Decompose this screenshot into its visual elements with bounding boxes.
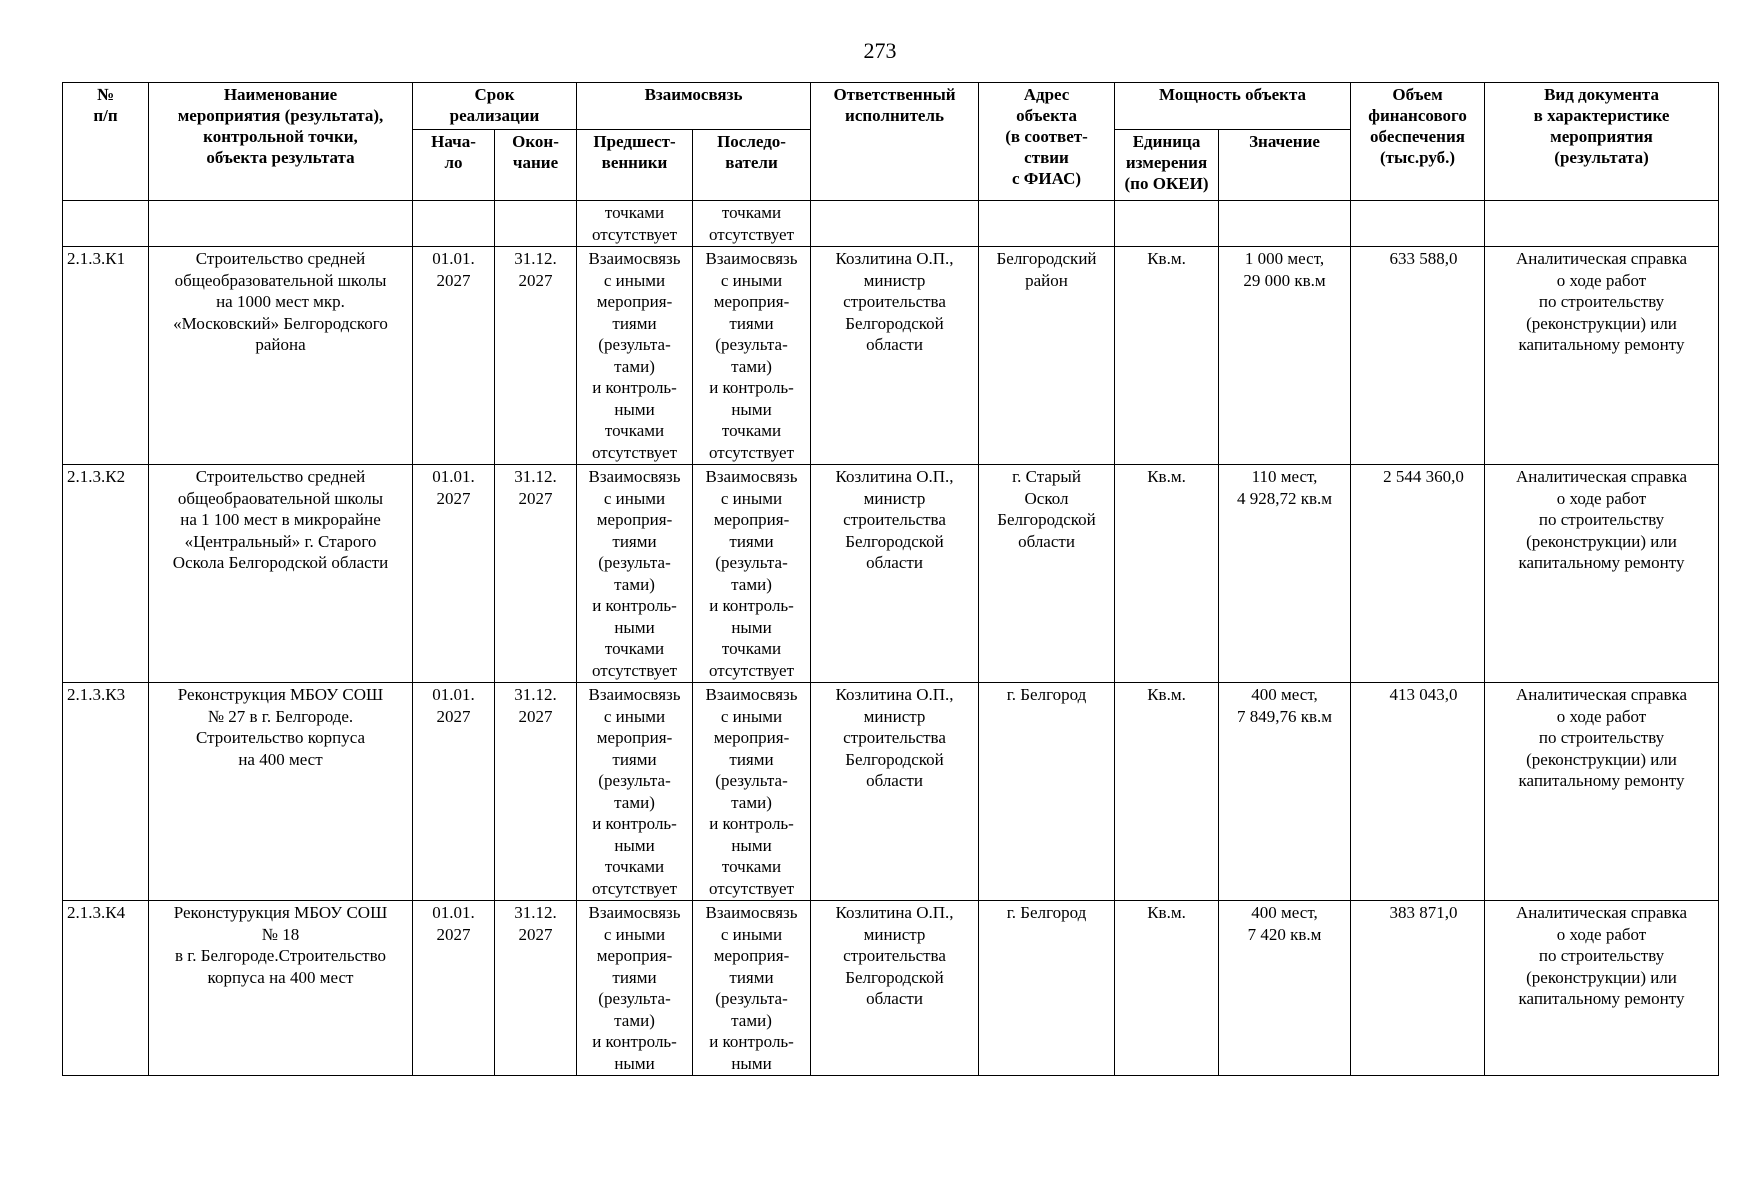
cell-succ: Взаимосвязь с иными мероприя- тиями (результа- тами) и контроль- ными точками отсутствует — [693, 683, 811, 901]
cell-name: Реконструкция МБОУ СОШ № 27 в г. Белгороде. Строительство корпуса на 400 мест — [149, 683, 413, 901]
header-relation: Взаимосвязь — [577, 83, 811, 130]
cell-unit: Кв.м. — [1115, 901, 1219, 1076]
cell-empty — [1219, 201, 1351, 247]
cell-pred: Взаимосвязь с иными мероприя- тиями (результа- тами) и контроль- ными точками отсутствует — [577, 683, 693, 901]
cell-succ: точками отсутствует — [693, 201, 811, 247]
header-capacity-value: Значение — [1219, 130, 1351, 201]
cell-end: 31.12. 2027 — [495, 247, 577, 465]
cell-succ: Взаимосвязь с иными мероприя- тиями (результа- тами) и контроль- ными точками отсутствует — [693, 465, 811, 683]
cell-address: г. Белгород — [979, 901, 1115, 1076]
cell-doc: Аналитическая справка о ходе работ по строительству (реконструкции) или капитальному ремонту — [1485, 901, 1719, 1076]
cell-pred: Взаимосвязь с иными мероприя- тиями (результа- тами) и контроль- ными точками отсутствует — [577, 247, 693, 465]
cell-value: 400 мест, 7 849,76 кв.м — [1219, 683, 1351, 901]
cell-empty — [1351, 201, 1485, 247]
cell-address: Белгородский район — [979, 247, 1115, 465]
cell-name: Строительство средней общеобразовательной школы на 1000 мест мкр. «Московский» Белгородского района — [149, 247, 413, 465]
cell-finance: 2 544 360,0 — [1351, 465, 1485, 683]
cell-succ: Взаимосвязь с иными мероприя- тиями (результа- тами) и контроль- ными точками отсутствует — [693, 247, 811, 465]
page-number: 273 — [863, 38, 897, 63]
cell-name: Реконстурукция МБОУ СОШ № 18 в г. Белгороде.Строительство корпуса на 400 мест — [149, 901, 413, 1076]
cell-pred: точками отсутствует — [577, 201, 693, 247]
cell-doc: Аналитическая справка о ходе работ по строительству (реконструкции) или капитальному ремонту — [1485, 683, 1719, 901]
table-row — [63, 465, 1719, 683]
header-period-start: Нача- ло — [413, 130, 495, 201]
cell-empty — [1115, 201, 1219, 247]
cell-start: 01.01. 2027 — [413, 901, 495, 1076]
cell-unit: Кв.м. — [1115, 465, 1219, 683]
cell-empty — [149, 201, 413, 247]
header-relation-pred: Предшест- венники — [577, 130, 693, 201]
cell-start: 01.01. 2027 — [413, 465, 495, 683]
header-num: № п/п — [63, 83, 149, 201]
cell-empty — [979, 201, 1115, 247]
cell-pred: Взаимосвязь с иными мероприя- тиями (результа- тами) и контроль- ными — [577, 901, 693, 1076]
cell-end: 31.12. 2027 — [495, 465, 577, 683]
cell-succ: Взаимосвязь с иными мероприя- тиями (результа- тами) и контроль- ными — [693, 901, 811, 1076]
table-header — [63, 83, 1719, 201]
cell-doc: Аналитическая справка о ходе работ по строительству (реконструкции) или капитальному ремонту — [1485, 247, 1719, 465]
cell-empty — [413, 201, 495, 247]
cell-pred: Взаимосвязь с иными мероприя- тиями (результа- тами) и контроль- ными точками отсутствует — [577, 465, 693, 683]
cell-executor: Козлитина О.П., министр строительства Белгородской области — [811, 247, 979, 465]
cell-empty — [63, 201, 149, 247]
cell-value: 400 мест, 7 420 кв.м — [1219, 901, 1351, 1076]
cell-executor: Козлитина О.П., министр строительства Белгородской области — [811, 901, 979, 1076]
header-doc-type: Вид документа в характеристике мероприятия (результата) — [1485, 83, 1719, 201]
continuation-row — [63, 201, 1719, 247]
cell-num: 2.1.3.К4 — [63, 901, 149, 1076]
cell-name: Строительство средней общеобраовательной школы на 1 100 мест в микрорайне «Центральный» г. Старого Оскола Белгородской области — [149, 465, 413, 683]
cell-start: 01.01. 2027 — [413, 683, 495, 901]
cell-finance: 633 588,0 — [1351, 247, 1485, 465]
cell-doc: Аналитическая справка о ходе работ по строительству (реконструкции) или капитальному ремонту — [1485, 465, 1719, 683]
cell-unit: Кв.м. — [1115, 247, 1219, 465]
cell-end: 31.12. 2027 — [495, 683, 577, 901]
header-capacity-unit: Единица измерения (по ОКЕИ) — [1115, 130, 1219, 201]
header-address: Адрес объекта (в соответ- ствии с ФИАС) — [979, 83, 1115, 201]
cell-finance: 413 043,0 — [1351, 683, 1485, 901]
cell-empty — [811, 201, 979, 247]
cell-value: 110 мест, 4 928,72 кв.м — [1219, 465, 1351, 683]
cell-end: 31.12. 2027 — [495, 901, 577, 1076]
cell-num: 2.1.3.К1 — [63, 247, 149, 465]
cell-start: 01.01. 2027 — [413, 247, 495, 465]
cell-executor: Козлитина О.П., министр строительства Белгородской области — [811, 683, 979, 901]
cell-finance: 383 871,0 — [1351, 901, 1485, 1076]
measures-table — [62, 82, 1719, 1076]
table-row — [63, 683, 1719, 901]
cell-num: 2.1.3.К2 — [63, 465, 149, 683]
header-capacity: Мощность объекта — [1115, 83, 1351, 130]
cell-address: г. Старый Оскол Белгородской области — [979, 465, 1115, 683]
table-row — [63, 901, 1719, 1076]
cell-value: 1 000 мест, 29 000 кв.м — [1219, 247, 1351, 465]
cell-num: 2.1.3.К3 — [63, 683, 149, 901]
cell-address: г. Белгород — [979, 683, 1115, 901]
cell-unit: Кв.м. — [1115, 683, 1219, 901]
header-name: Наименование мероприятия (результата), контрольной точки, объекта результата — [149, 83, 413, 201]
header-executor: Ответственный исполнитель — [811, 83, 979, 201]
cell-empty — [495, 201, 577, 247]
header-period: Срок реализации — [413, 83, 577, 130]
header-finance: Объем финансового обеспечения (тыс.руб.) — [1351, 83, 1485, 201]
cell-empty — [1485, 201, 1719, 247]
header-period-end: Окон- чание — [495, 130, 577, 201]
header-relation-succ: Последо- ватели — [693, 130, 811, 201]
cell-executor: Козлитина О.П., министр строительства Белгородской области — [811, 465, 979, 683]
table-row — [63, 247, 1719, 465]
